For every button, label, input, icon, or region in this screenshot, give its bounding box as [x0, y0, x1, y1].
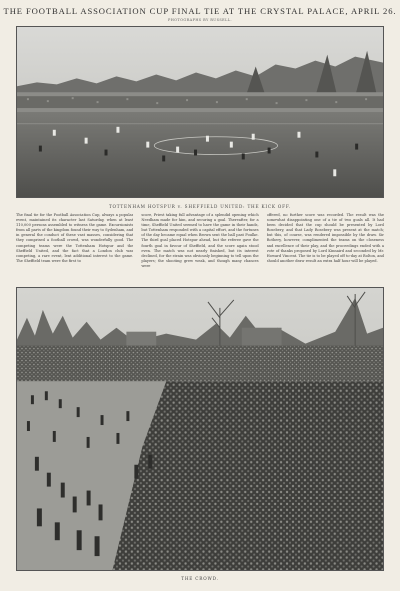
kickoff-photo [16, 26, 384, 198]
page-title: THE FOOTBALL ASSOCIATION CUP FINAL TIE AT THE CRYSTAL PALACE, APRIL 26. [3, 6, 397, 16]
crowd-illustration [17, 288, 383, 570]
page-header [0, 6, 400, 22]
article-body [16, 213, 384, 281]
article-column-2: score, Priest taking full advantage of a splendid opening which Needham made for him, and securing a goal. Thereafter, for a time, Sheffield United seemed to have the game in their hands, but Tottenham responded with a capital effort, and the fortunes of the day became equal when Brown sent the ball past Foulke. The third goal placed Hotspur ahead, but the referee gave the fourth goal in favour of Sheffield, and the score again stood even. The match was not nearly finished, but its interest declined, for the strain was obviously beginning to tell upon the players; the shooting grew weak, and though many chances were [141, 213, 259, 268]
article-column-3: offered, no further score was recorded. The result was the somewhat disappointing one of a tie of two goals all. It had been decided that the cup should be presented by Lord Rosebery, and that Lady Rosebery was present at the match; but this, of course, was rendered impossible by the draw. Sir Rothery, however, complimented the teams on the closeness and excellence of their play, and the proceedings ended with a vote of thanks proposed by Lord Kinnaird and seconded by Mr. Howard Vincent. The tie is to be played off to-day at Bolton, and should another draw result an extra half hour will be played. [266, 213, 384, 263]
crowd-caption: THE CROWD. [181, 576, 219, 581]
article-column-1: The final tie for the Football Association Cup, always a popular event, maintained its character last Saturday, when at least 110,000 persons assembled to witness the game. Excursionists from all parts of the kingdom found their way to Sydenham, and in general the conduct of these vast masses, considering that they comprised a football crowd, was wonderfully good. The competing teams were the Tottenham Hotspur and the Sheffield United, and the fact that a London club was competing, a rare event, lent additional interest to the game. The Sheffield team were the first to [16, 213, 134, 263]
photo-credit: PHOTOGRAPHS BY RUSSELL. [167, 18, 233, 22]
kickoff-caption: TOTTENHAM HOTSPUR v. SHEFFIELD UNITED: THE KICK OFF. [108, 204, 292, 209]
crowd-photo [16, 287, 384, 571]
kickoff-illustration [17, 27, 383, 197]
